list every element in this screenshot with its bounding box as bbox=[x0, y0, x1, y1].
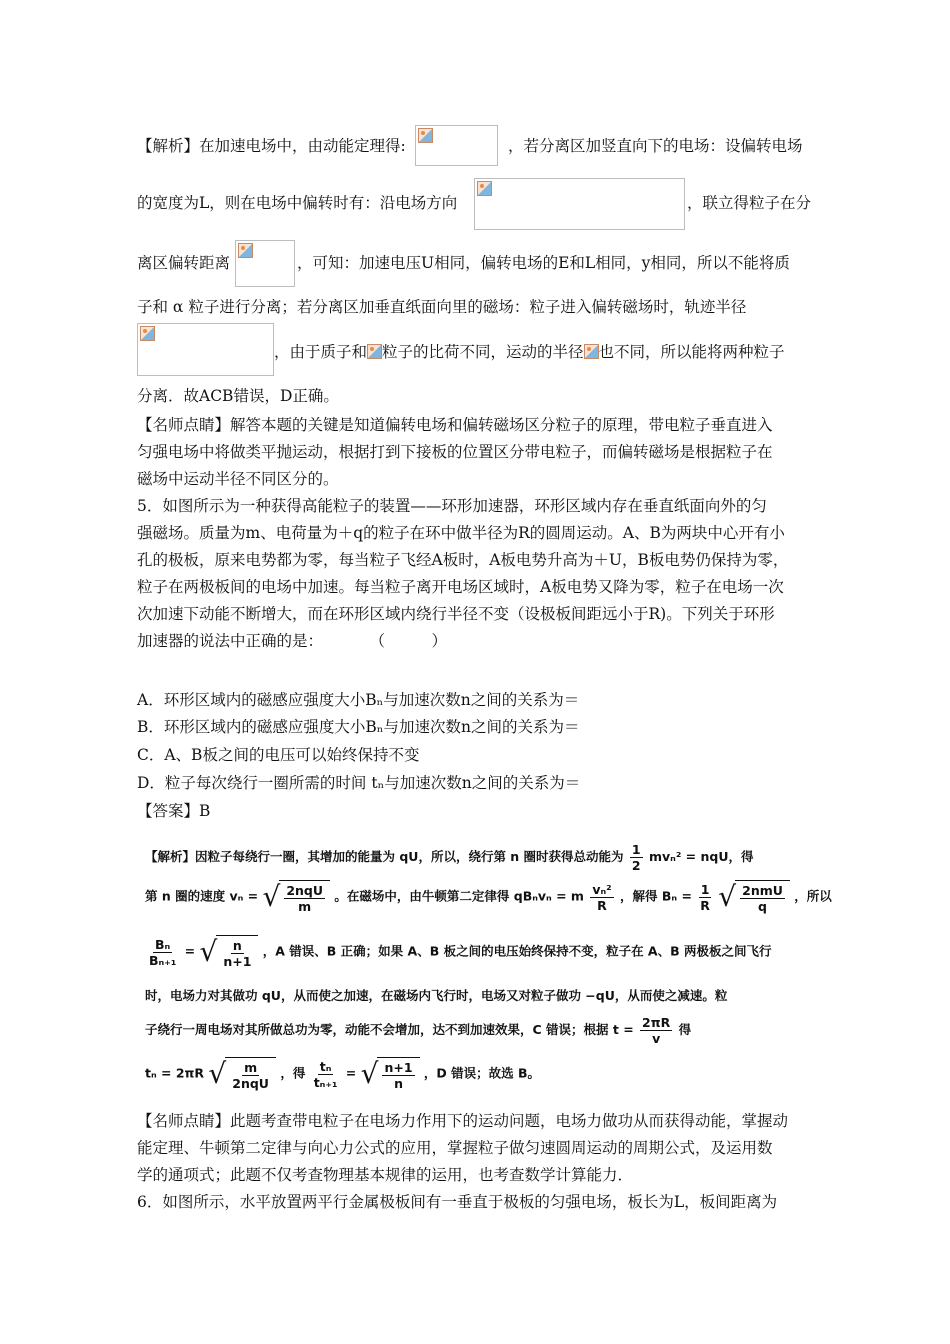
q5-line-5 bbox=[137, 603, 775, 625]
fraction: $\frac{\text{tₙ}}{\text{tₙ₊₁}}$ bbox=[313, 1058, 338, 1090]
option-a bbox=[137, 689, 579, 711]
sqrt: √ $\frac{m}{\text{2nqU}}$ bbox=[208, 1057, 276, 1091]
sqrt: √ $\frac{n+1}{n}$ bbox=[361, 1057, 420, 1091]
option-c bbox=[137, 744, 419, 766]
option-d bbox=[137, 772, 580, 794]
q5-line-2 bbox=[137, 522, 785, 544]
question-text: 加速器的说法中正确的是： （ ） bbox=[137, 632, 448, 650]
question-text: 次加速下动能不断增大，而在环形区域内绕行半径不变（设极板间距远小于R)。下列关于环形 bbox=[137, 605, 775, 623]
fraction: $\frac{2\pi R}{v}$ bbox=[642, 1015, 671, 1046]
tip-text: 【名师点睛】此题考查带电粒子在电场力作用下的运动问题，电场力做功从而获得动能，掌握动 bbox=[137, 1112, 789, 1130]
broken-image-icon bbox=[418, 128, 433, 143]
analysis-text: ，得 bbox=[728, 849, 754, 864]
analysis-a-line-3b bbox=[297, 252, 790, 274]
tip-a-line-1 bbox=[137, 414, 773, 436]
tip-text: 匀强电场中将做类平抛运动，根据打到下接板的位置区分带电粒子，而偏转磁场是根据粒子在 bbox=[137, 443, 773, 461]
tip-b-line-3 bbox=[137, 1164, 633, 1186]
analysis-a-text: ，联立得粒子在分 bbox=[687, 194, 812, 212]
analysis-formula: mvₙ² = nqU bbox=[648, 849, 729, 864]
q5-line-4 bbox=[137, 576, 784, 598]
analysis-a-line-5 bbox=[274, 341, 785, 363]
analysis-a-text: ，可知：加速电压U相同，偏转电场的E和L相同，y相同，所以不能将质 bbox=[297, 254, 790, 272]
analysis-a-line-1b bbox=[508, 135, 803, 157]
broken-image-icon bbox=[584, 344, 599, 359]
analysis-text: ，D 错误；故选 B。 bbox=[423, 1065, 541, 1081]
option-b bbox=[137, 716, 579, 738]
broken-image-icon bbox=[238, 243, 253, 258]
option-text: C．A、B板之间的电压可以始终保持不变 bbox=[137, 746, 420, 764]
formula-image-placeholder bbox=[137, 323, 274, 376]
tip-b-line-2 bbox=[137, 1137, 773, 1159]
analysis-a-text: 【解析】在加速电场中，由动能定理得: bbox=[137, 137, 406, 155]
answer-text: 【答案】B bbox=[137, 802, 211, 820]
sqrt: √ $\frac{\text{2nmU}}{q}$ bbox=[718, 880, 790, 914]
fraction: $\frac{\text{Bₙ}}{\text{Bₙ₊₁}}$ bbox=[149, 936, 177, 968]
analysis-text: 【解析】因粒子每绕行一圈，其增加的能量为 qU，所以，绕行第 n 圈时获得总动能为 bbox=[145, 849, 624, 864]
sqrt: √ $\frac{n}{n+1}$ bbox=[199, 935, 258, 969]
question-text: 6．如图所示，水平放置两平行金属极板间有一垂直于极板的匀强电场，板长为L，板间距离为 bbox=[137, 1193, 778, 1211]
analysis-a-line-4 bbox=[137, 296, 746, 318]
analysis-a-line-6 bbox=[137, 385, 339, 407]
analysis-text: ，得 bbox=[280, 1065, 306, 1081]
fraction: $\frac{1}{R}$ bbox=[700, 881, 710, 913]
analysis-b-row-5 bbox=[145, 1015, 691, 1046]
formula-image-placeholder bbox=[474, 178, 685, 230]
option-text: D．粒子每次绕行一圈所需的时间 tₙ与加速次数n之间的关系为＝ bbox=[137, 774, 581, 792]
tip-text: 【名师点睛】解答本题的关键是知道偏转电场和偏转磁场区分粒子的原理，带电粒子垂直进入 bbox=[137, 416, 773, 434]
fraction: $\frac{1}{2}$ bbox=[631, 842, 641, 873]
analysis-b-row-6: tₙ = 2πR √ $\frac{m}{\text{2nqU}}$ ，得 $\frac{\text{tₙ}}{\text{tₙ₊₁}}$ = √ $\frac{n+1}{n}$ ，D 错误；故选 B。 bbox=[145, 1057, 541, 1091]
option-text: B．环形区域内的磁感应强度大小Bₙ与加速次数n之间的关系为＝ bbox=[137, 718, 580, 736]
analysis-b-row-1 bbox=[145, 842, 754, 873]
analysis-a-text: 粒子的比荷不同，运动的半径 bbox=[382, 343, 584, 361]
analysis-text: 时，电场力对其做功 qU，从而使之加速，在磁场内飞行时，电场又对粒子做功 −qU，从而使之减速。粒 bbox=[145, 988, 728, 1003]
analysis-text: ，A 错误、B 正确；如果 A、B 板之间的电压始终保持不变，粒子在 A、B 两极板之间飞行 bbox=[262, 943, 772, 959]
analysis-text: 子绕行一周电场对其所做总功为零，动能不会增加，达不到加速效果，C 错误；根据 t = bbox=[145, 1022, 634, 1037]
tip-b-line-1 bbox=[137, 1110, 788, 1132]
analysis-formula: 第 n 圈的速度 vₙ = bbox=[145, 888, 259, 904]
analysis-a-line-2 bbox=[137, 192, 457, 214]
analysis-b-row-4 bbox=[145, 986, 727, 1004]
formula-image-placeholder bbox=[235, 240, 295, 287]
analysis-text: 得 bbox=[678, 1022, 692, 1037]
tip-text: 学的通项式；此题不仅考查物理基本规律的运用，也考查数学计算能力． bbox=[137, 1166, 634, 1184]
broken-image-icon bbox=[367, 344, 382, 359]
analysis-a-text: 分离．故ACB错误，D正确。 bbox=[137, 387, 339, 405]
analysis-a-text: 子和 α 粒子进行分离；若分离区加垂直纸面向里的磁场：粒子进入偏转磁场时，轨迹半径 bbox=[137, 298, 747, 316]
analysis-text: ，所以 bbox=[794, 888, 832, 904]
question-text: 粒子在两极板间的电场中加速。每当粒子离开电场区域时，A板电势又降为零，粒子在电场一次 bbox=[137, 578, 784, 596]
question-text: 孔的极板，原来电势都为零，每当粒子飞经A板时，A板电势升高为＋U，B板电势仍保持为零， bbox=[137, 551, 789, 569]
tip-text: 磁场中运动半径不同区分的。 bbox=[137, 470, 339, 488]
analysis-a-line-2b bbox=[687, 192, 811, 214]
formula-image-placeholder bbox=[415, 125, 498, 166]
analysis-text: 。在磁场中，由牛顿第二定律得 qBₙvₙ = m bbox=[334, 888, 584, 904]
q5-line-1 bbox=[137, 495, 767, 517]
tip-a-line-2 bbox=[137, 441, 773, 463]
analysis-a-line-1 bbox=[137, 135, 406, 157]
question-text: 5．如图所示为一种获得高能粒子的装置——环形加速器，环形区域内存在垂直纸面向外的匀 bbox=[137, 497, 767, 515]
analysis-a-line-3 bbox=[137, 252, 230, 274]
question-text: 强磁场。质量为m、电荷量为＋q的粒子在环中做半径为R的圆周运动。A、B为两块中心开有小 bbox=[137, 524, 785, 542]
tip-text: 能定理、牛顿第二定律与向心力公式的应用，掌握粒子做匀速圆周运动的周期公式，及运用数 bbox=[137, 1139, 773, 1157]
broken-image-icon bbox=[140, 326, 155, 341]
q5-line-6 bbox=[137, 630, 447, 652]
sqrt: √ $\frac{\text{2nqU}}{m}$ bbox=[262, 880, 330, 914]
broken-image-icon bbox=[477, 181, 492, 196]
answer bbox=[137, 800, 210, 822]
tip-a-line-3 bbox=[137, 468, 339, 490]
analysis-b-row-2 bbox=[145, 880, 832, 914]
analysis-formula: tₙ = 2πR bbox=[145, 1065, 205, 1081]
q5-line-3 bbox=[137, 549, 788, 571]
analysis-a-text: 的宽度为L，则在电场中偏转时有：沿电场方向 bbox=[137, 194, 458, 212]
analysis-a-text: ，由于质子和 bbox=[274, 343, 368, 361]
analysis-a-text: 也不同，所以能将两种粒子 bbox=[598, 343, 785, 361]
analysis-a-text: ，若分离区加竖直向下的电场：设偏转电场 bbox=[508, 137, 803, 155]
option-text: A．环形区域内的磁感应强度大小Bₙ与加速次数n之间的关系为＝ bbox=[137, 691, 580, 709]
analysis-b-row-3: $\frac{\text{Bₙ}}{\text{Bₙ₊₁}}$ = √ $\frac{n}{n+1}$ ，A 错误、B 正确；如果 A、B 板之间的电压始终保持不变，粒子在 A、B 两极板之间飞行 bbox=[149, 935, 772, 969]
analysis-a-text: 离区偏转距离 bbox=[137, 254, 231, 272]
fraction: $\frac{\text{vₙ²}}{R}$ bbox=[592, 881, 612, 913]
q6-line-1 bbox=[137, 1191, 777, 1213]
analysis-text: ，解得 Bₙ = bbox=[620, 888, 692, 904]
